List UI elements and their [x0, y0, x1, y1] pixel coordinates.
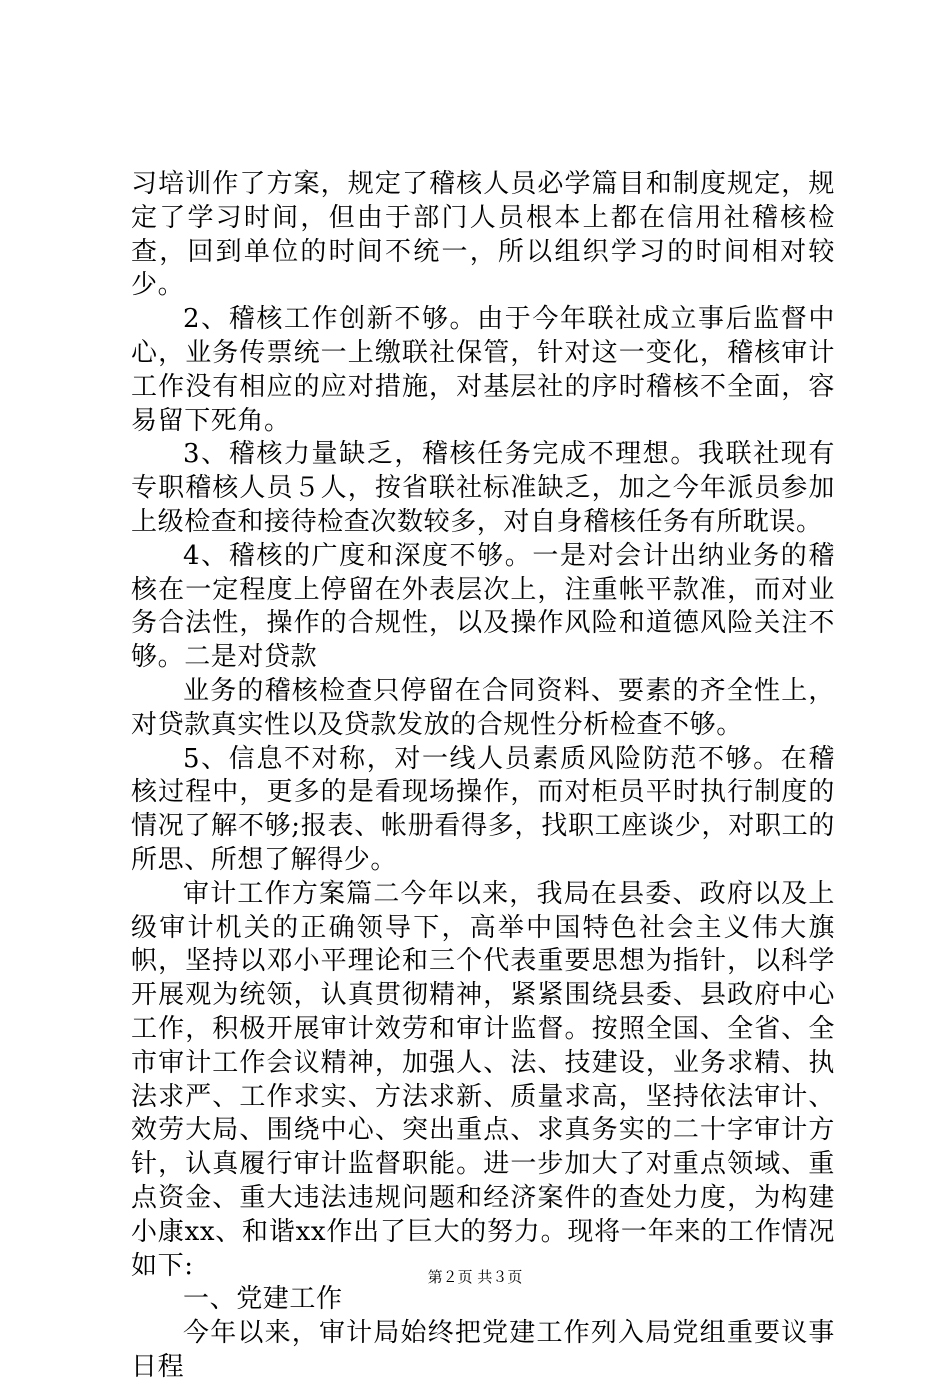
section-heading: 一、党建工作: [183, 1284, 343, 1315]
paragraph-2: 2、稽核工作创新不够。由于今年联社成立事后监督中心，业务传票统一上缴联社保管，针对这一变化，稽核审计工作没有相应的应对措施，对基层社的序时稽核不全面，容易留下死角。: [131, 304, 835, 436]
paragraph-4: 4、稽核的广度和深度不够。一是对会计出纳业务的稽核在一定程度上停留在外表层次上，注重帐平款准，而对业务合法性，操作的合规性，以及操作风险和道德风险关注不够。二是对贷款: [131, 540, 835, 673]
document-body: [131, 168, 835, 1385]
paragraph-6: 5、信息不对称，对一线人员素质风险防范不够。在稽核过程中，更多的是看现场操作，而对柜员平时执行制度的情况了解不够;报表、帐册看得多，找职工座谈少，对职工的所思、所想了解得少。: [131, 743, 835, 875]
paragraph-7: 审计工作方案篇二今年以来，我局在县委、政府以及上级审计机关的正确领导下，高举中国特色社会主义伟大旗帜，坚持以邓小平理论和三个代表重要思想为指针，以科学开展观为统领，认真贯彻精神，紧紧围绕县委、县政府中心工作，积极开展审计效劳和审计监督。按照全国、全省、全市审计工作会议精神，加强人、法、技建设，业务求精、执法求严、工作求实、方法求新、质量求高，坚持依法审计、效劳大局、围绕中心、突出重点、求真务实的二十字审计方针，认真履行审计监督职能。进一步加大了对重点领域、重点资金、重大违法违规问题和经济案件的查处力度，为构建小康xx、和谐xx作出了巨大的努力。现将一年来的工作情况如下:: [131, 878, 835, 1281]
page-footer: 第２页 共３页: [427, 1268, 523, 1286]
paragraph-3: 3、稽核力量缺乏，稽核任务完成不理想。我联社现有专职稽核人员５人，按省联社标准缺乏，加之今年派员参加上级检查和接待检查次数较多，对自身稽核任务有所耽误。: [131, 439, 835, 537]
paragraph-5: 业务的稽核检查只停留在合同资料、要素的齐全性上，对贷款真实性以及贷款发放的合规性分析检查不够。: [131, 675, 835, 740]
paragraph-9: 今年以来，审计局始终把党建工作列入局党组重要议事日程: [131, 1318, 835, 1382]
paragraph-1: 习培训作了方案，规定了稽核人员必学篇目和制度规定，规定了学习时间，但由于部门人员根本上都在信用社稽核检查，回到单位的时间不统一，所以组织学习的时间相对较少。: [131, 169, 835, 301]
